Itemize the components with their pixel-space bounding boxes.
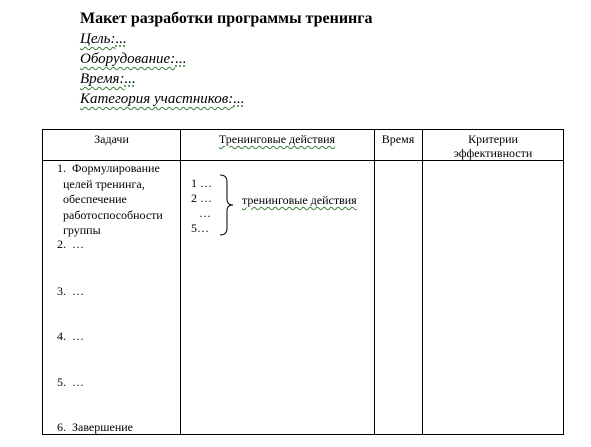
time-label: Время:: [80, 71, 125, 87]
participants-label: Категория участников:: [80, 91, 234, 107]
action-item: 1 …: [191, 176, 212, 190]
goal-line: [80, 29, 373, 49]
task-item: 2. …: [57, 237, 84, 251]
actions-brace-label: тренинговые действия: [242, 193, 357, 207]
column-divider: [374, 130, 375, 434]
header-actions: Тренинговые действия: [218, 132, 336, 146]
time-value: ...: [124, 71, 136, 87]
goal-value: ...: [115, 31, 127, 47]
participants-line: [80, 89, 373, 109]
document-title: Макет разработки программы тренинга: [80, 10, 373, 27]
header-criteria: Критерии эффективности: [453, 132, 533, 160]
equipment-line: [80, 49, 373, 69]
task-item: 4. …: [57, 329, 84, 343]
time-line: [80, 69, 373, 89]
equipment-value: ...: [175, 51, 187, 67]
participants-value: ...: [233, 91, 245, 107]
goal-label: Цель:: [80, 31, 116, 47]
action-item: 5…: [191, 221, 209, 235]
task-item: 5. …: [57, 375, 84, 389]
training-program-table: [42, 129, 564, 435]
task-item: 6. Завершение: [57, 420, 133, 434]
document-heading: [80, 9, 373, 109]
header-time: Время: [381, 132, 415, 146]
column-divider: [180, 130, 181, 434]
header-tasks: Задачи: [94, 132, 129, 146]
actions-list: [191, 176, 212, 236]
task-item: 3. …: [57, 284, 84, 298]
column-divider: [422, 130, 423, 434]
action-item: 2 …: [191, 191, 212, 205]
action-item: …: [199, 206, 211, 220]
task-item: 1. Формулирование целей тренинга, обеспечение работоспособности группы: [57, 161, 163, 237]
equipment-label: Оборудование:: [80, 51, 176, 67]
curly-brace-icon: [218, 173, 238, 237]
